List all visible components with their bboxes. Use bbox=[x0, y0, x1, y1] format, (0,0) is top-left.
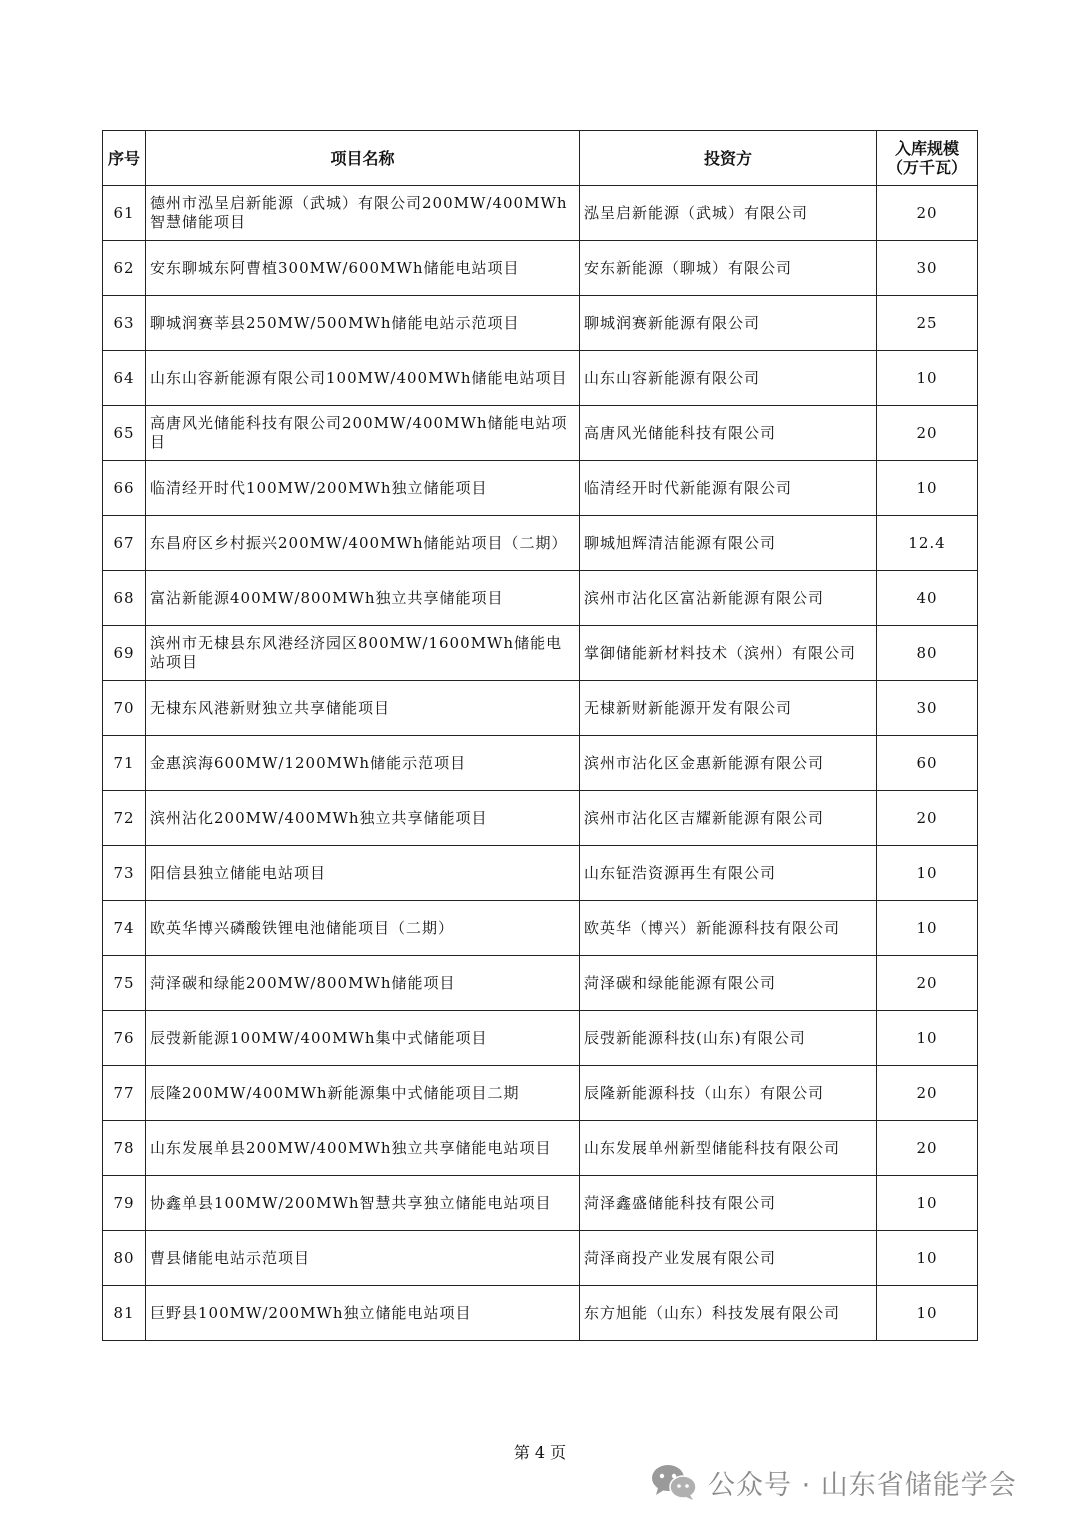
row-number: 78 bbox=[103, 1121, 146, 1176]
capacity-value: 10 bbox=[877, 1231, 978, 1286]
investor-name: 安东新能源（聊城）有限公司 bbox=[580, 241, 877, 296]
investor-name: 山东山容新能源有限公司 bbox=[580, 351, 877, 406]
row-number: 75 bbox=[103, 956, 146, 1011]
row-number: 70 bbox=[103, 681, 146, 736]
capacity-value: 20 bbox=[877, 1121, 978, 1176]
row-number: 64 bbox=[103, 351, 146, 406]
investor-name: 聊城润赛新能源有限公司 bbox=[580, 296, 877, 351]
project-name: 协鑫单县100MW/200MWh智慧共享独立储能电站项目 bbox=[146, 1176, 580, 1231]
investor-name: 山东发展单州新型储能科技有限公司 bbox=[580, 1121, 877, 1176]
table-row bbox=[103, 296, 978, 351]
table-row bbox=[103, 1176, 978, 1231]
investor-name: 滨州市沾化区富沾新能源有限公司 bbox=[580, 571, 877, 626]
header-no: 序号 bbox=[103, 131, 146, 186]
investor-name: 辰弢新能源科技(山东)有限公司 bbox=[580, 1011, 877, 1066]
row-number: 71 bbox=[103, 736, 146, 791]
project-name: 无棣东风港新财独立共享储能项目 bbox=[146, 681, 580, 736]
table-row bbox=[103, 516, 978, 571]
capacity-value: 30 bbox=[877, 681, 978, 736]
capacity-value: 30 bbox=[877, 241, 978, 296]
project-name: 辰弢新能源100MW/400MWh集中式储能项目 bbox=[146, 1011, 580, 1066]
investor-name: 滨州市沾化区吉耀新能源有限公司 bbox=[580, 791, 877, 846]
row-number: 73 bbox=[103, 846, 146, 901]
investor-name: 滨州市沾化区金惠新能源有限公司 bbox=[580, 736, 877, 791]
table-row bbox=[103, 846, 978, 901]
capacity-value: 25 bbox=[877, 296, 978, 351]
header-capacity-line2: （万千瓦） bbox=[886, 158, 967, 177]
table-row bbox=[103, 791, 978, 846]
table-row bbox=[103, 351, 978, 406]
investor-name: 东方旭能（山东）科技发展有限公司 bbox=[580, 1286, 877, 1341]
row-number: 79 bbox=[103, 1176, 146, 1231]
row-number: 72 bbox=[103, 791, 146, 846]
header-investor: 投资方 bbox=[580, 131, 877, 186]
header-capacity bbox=[877, 131, 978, 186]
page-number: 第 4 页 bbox=[513, 1443, 567, 1462]
table-header-row bbox=[103, 131, 978, 186]
wechat-icon bbox=[650, 1462, 698, 1502]
row-number: 80 bbox=[103, 1231, 146, 1286]
row-number: 76 bbox=[103, 1011, 146, 1066]
investor-name: 菏泽鑫盛储能科技有限公司 bbox=[580, 1176, 877, 1231]
table-row bbox=[103, 461, 978, 516]
row-number: 69 bbox=[103, 626, 146, 681]
capacity-value: 10 bbox=[877, 461, 978, 516]
project-name: 德州市泓呈启新能源（武城）有限公司200MW/400MWh智慧储能项目 bbox=[146, 186, 580, 241]
capacity-value: 80 bbox=[877, 626, 978, 681]
project-name: 富沾新能源400MW/800MWh独立共享储能项目 bbox=[146, 571, 580, 626]
table-body bbox=[103, 186, 978, 1341]
investor-name: 辰隆新能源科技（山东）有限公司 bbox=[580, 1066, 877, 1121]
project-name: 山东山容新能源有限公司100MW/400MWh储能电站项目 bbox=[146, 351, 580, 406]
capacity-value: 10 bbox=[877, 1286, 978, 1341]
project-name: 欧英华博兴磷酸铁锂电池储能项目（二期） bbox=[146, 901, 580, 956]
project-name: 山东发展单县200MW/400MWh独立共享储能电站项目 bbox=[146, 1121, 580, 1176]
capacity-value: 20 bbox=[877, 186, 978, 241]
capacity-value: 10 bbox=[877, 1011, 978, 1066]
investor-name: 高唐风光储能科技有限公司 bbox=[580, 406, 877, 461]
header-capacity-line1: 入库规模 bbox=[894, 139, 959, 158]
table-row bbox=[103, 1286, 978, 1341]
project-name: 巨野县100MW/200MWh独立储能电站项目 bbox=[146, 1286, 580, 1341]
project-name: 菏泽碳和绿能200MW/800MWh储能项目 bbox=[146, 956, 580, 1011]
capacity-value: 12.4 bbox=[877, 516, 978, 571]
row-number: 65 bbox=[103, 406, 146, 461]
project-name: 辰隆200MW/400MWh新能源集中式储能项目二期 bbox=[146, 1066, 580, 1121]
table-row bbox=[103, 901, 978, 956]
watermark-text: 公众号 · 山东省储能学会 bbox=[708, 1469, 1017, 1501]
row-number: 81 bbox=[103, 1286, 146, 1341]
investor-name: 临清经开时代新能源有限公司 bbox=[580, 461, 877, 516]
capacity-value: 40 bbox=[877, 571, 978, 626]
table-row bbox=[103, 186, 978, 241]
table-row bbox=[103, 1066, 978, 1121]
project-name: 临清经开时代100MW/200MWh独立储能项目 bbox=[146, 461, 580, 516]
project-name: 滨州市无棣县东风港经济园区800MW/1600MWh储能电站项目 bbox=[146, 626, 580, 681]
investor-name: 无棣新财新能源开发有限公司 bbox=[580, 681, 877, 736]
row-number: 66 bbox=[103, 461, 146, 516]
investor-name: 欧英华（博兴）新能源科技有限公司 bbox=[580, 901, 877, 956]
investor-name: 泓呈启新能源（武城）有限公司 bbox=[580, 186, 877, 241]
row-number: 61 bbox=[103, 186, 146, 241]
project-name: 安东聊城东阿曹植300MW/600MWh储能电站项目 bbox=[146, 241, 580, 296]
table-row bbox=[103, 571, 978, 626]
project-name: 金惠滨海600MW/1200MWh储能示范项目 bbox=[146, 736, 580, 791]
capacity-value: 20 bbox=[877, 406, 978, 461]
investor-name: 山东钲浩资源再生有限公司 bbox=[580, 846, 877, 901]
capacity-value: 60 bbox=[877, 736, 978, 791]
project-name: 阳信县独立储能电站项目 bbox=[146, 846, 580, 901]
investor-name: 菏泽碳和绿能能源有限公司 bbox=[580, 956, 877, 1011]
table-row bbox=[103, 241, 978, 296]
investor-name: 菏泽商投产业发展有限公司 bbox=[580, 1231, 877, 1286]
table-row bbox=[103, 1121, 978, 1176]
row-number: 68 bbox=[103, 571, 146, 626]
row-number: 62 bbox=[103, 241, 146, 296]
table-row bbox=[103, 406, 978, 461]
table-row bbox=[103, 1231, 978, 1286]
project-name: 聊城润赛莘县250MW/500MWh储能电站示范项目 bbox=[146, 296, 580, 351]
capacity-value: 10 bbox=[877, 1176, 978, 1231]
capacity-value: 20 bbox=[877, 791, 978, 846]
table-row bbox=[103, 626, 978, 681]
investor-name: 聊城旭辉清洁能源有限公司 bbox=[580, 516, 877, 571]
project-name: 东昌府区乡村振兴200MW/400MWh储能站项目（二期） bbox=[146, 516, 580, 571]
row-number: 74 bbox=[103, 901, 146, 956]
project-name: 高唐风光储能科技有限公司200MW/400MWh储能电站项目 bbox=[146, 406, 580, 461]
project-name: 曹县储能电站示范项目 bbox=[146, 1231, 580, 1286]
investor-name: 掌御储能新材料技术（滨州）有限公司 bbox=[580, 626, 877, 681]
capacity-value: 10 bbox=[877, 901, 978, 956]
row-number: 67 bbox=[103, 516, 146, 571]
header-name: 项目名称 bbox=[146, 131, 580, 186]
row-number: 77 bbox=[103, 1066, 146, 1121]
capacity-value: 10 bbox=[877, 351, 978, 406]
capacity-value: 20 bbox=[877, 1066, 978, 1121]
table-row bbox=[103, 956, 978, 1011]
table-row bbox=[103, 681, 978, 736]
table-row bbox=[103, 736, 978, 791]
project-table bbox=[102, 130, 978, 1341]
table-row bbox=[103, 1011, 978, 1066]
row-number: 63 bbox=[103, 296, 146, 351]
capacity-value: 20 bbox=[877, 956, 978, 1011]
capacity-value: 10 bbox=[877, 846, 978, 901]
project-name: 滨州沾化200MW/400MWh独立共享储能项目 bbox=[146, 791, 580, 846]
watermark bbox=[650, 1462, 1017, 1502]
